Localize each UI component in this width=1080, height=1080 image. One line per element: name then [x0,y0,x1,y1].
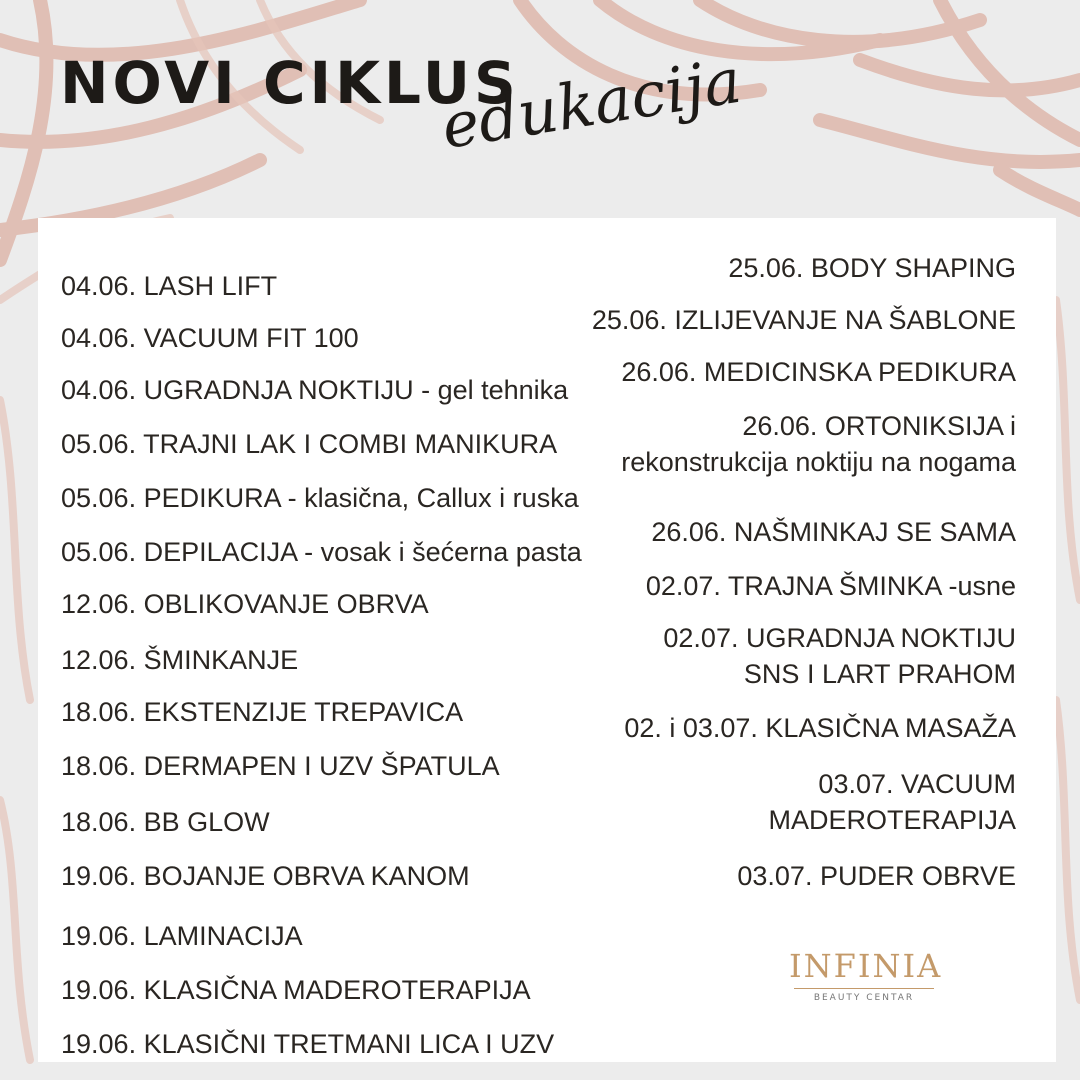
logo-divider [794,988,934,989]
logo-tagline: BEAUTY CENTAR [813,993,915,1003]
list-item: 05.06. PEDIKURA - klasična, Callux i ruska [61,483,579,513]
list-item: 19.06. KLASIČNI TRETMANI LICA I UZV [61,1029,555,1059]
list-item: 19.06. BOJANJE OBRVA KANOM [61,861,470,891]
list-item: 03.07. VACUUM [818,769,1016,799]
schedule-card [38,218,1056,1062]
list-item: 05.06. DEPILACIJA - vosak i šećerna pasta [61,537,582,567]
list-item: 04.06. VACUUM FIT 100 [61,323,359,353]
list-item: 19.06. KLASIČNA MADEROTERAPIJA [61,975,531,1005]
list-item: SNS I LART PRAHOM [743,659,1016,689]
list-item: 02. i 03.07. KLASIČNA MASAŽA [624,713,1016,743]
infinia-logo [789,946,943,1016]
list-item: 25.06. IZLIJEVANJE NA ŠABLONE [591,305,1016,335]
list-item: 25.06. BODY SHAPING [728,253,1016,283]
list-item: 03.07. PUDER OBRVE [737,861,1016,891]
list-item: 12.06. OBLIKOVANJE OBRVA [61,589,429,619]
list-item: 05.06. TRAJNI LAK I COMBI MANIKURA [61,429,558,459]
logo-wordmark: INFINIA [789,947,943,985]
list-item: 02.07. UGRADNJA NOKTIJU [663,623,1016,653]
list-item: 04.06. LASH LIFT [61,271,278,301]
list-item: 26.06. NAŠMINKAJ SE SAMA [651,517,1016,547]
list-item: 18.06. BB GLOW [61,807,270,837]
list-item: rekonstrukcija noktiju na nogama [621,447,1016,477]
list-item: 04.06. UGRADNJA NOKTIJU - gel tehnika [61,375,569,405]
list-item: 26.06. ORTONIKSIJA i [742,411,1016,441]
page-subtitle: edukacija [436,43,747,163]
list-item: 18.06. EKSTENZIJE TREPAVICA [61,697,464,727]
page-title: NOVI CIKLUS [60,49,520,117]
list-item: 18.06. DERMAPEN I UZV ŠPATULA [61,751,500,781]
list-item: 26.06. MEDICINSKA PEDIKURA [621,357,1016,387]
list-item: MADEROTERAPIJA [768,805,1016,835]
list-item: 02.07. TRAJNA ŠMINKA -usne [645,571,1016,601]
list-item: 19.06. LAMINACIJA [61,921,303,951]
list-item: 12.06. ŠMINKANJE [61,645,299,675]
